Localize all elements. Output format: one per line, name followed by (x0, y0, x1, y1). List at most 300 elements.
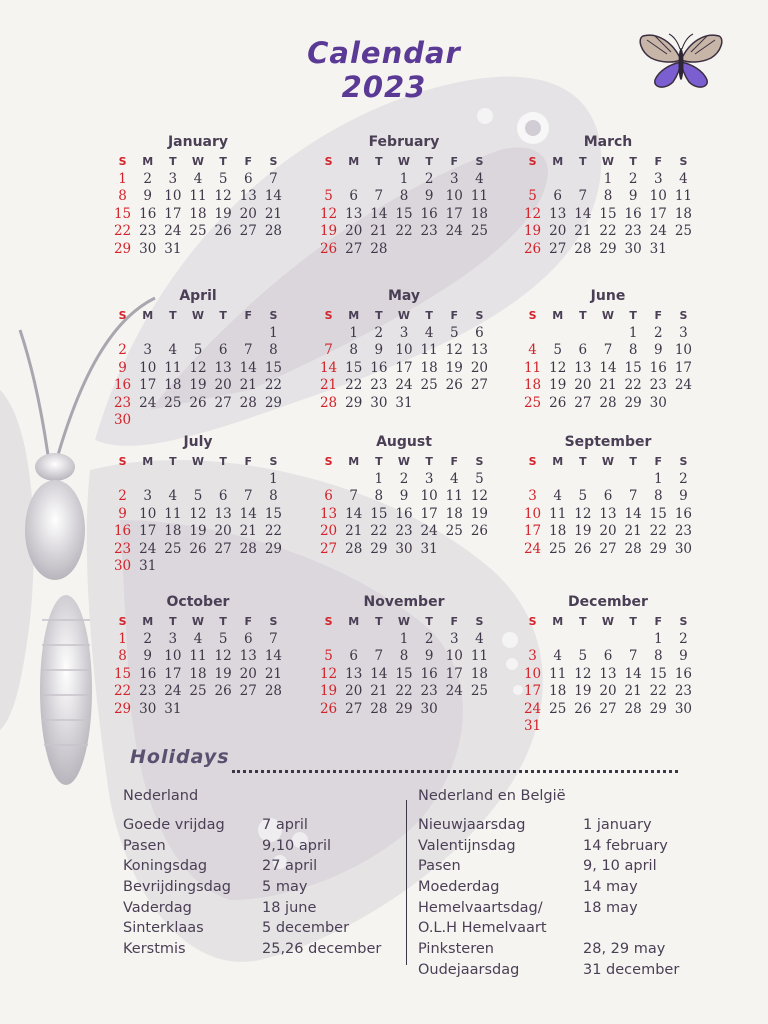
day-cell: 21 (345, 523, 363, 539)
week-row (520, 325, 696, 343)
day-cell: 30 (139, 700, 157, 717)
day-cell: 3 (528, 648, 537, 664)
weekday-label: W (191, 455, 205, 468)
day-cell: 22 (113, 683, 132, 699)
day-cell: 15 (113, 205, 132, 222)
day-cell: 24 (445, 683, 463, 699)
day-cell: 22 (264, 523, 282, 539)
day-cell: 21 (370, 683, 388, 699)
empty-cell (467, 241, 492, 259)
day-cell: 27 (214, 394, 232, 411)
day-cell: 11 (470, 648, 488, 664)
week-row (316, 488, 492, 506)
day-cell: 16 (113, 377, 132, 393)
weekday-label: F (244, 155, 253, 168)
day-cell: 20 (599, 683, 617, 699)
week-row (110, 488, 286, 506)
day-cell: 26 (470, 523, 488, 539)
day-cell: 26 (574, 700, 592, 717)
empty-cell (160, 325, 185, 343)
week-row (520, 631, 696, 649)
day-cell: 9 (118, 359, 127, 376)
day-cell: 7 (243, 342, 253, 358)
day-cell: 18 (164, 377, 182, 393)
holiday-name: Sinterklaas (123, 920, 204, 937)
holiday-row (418, 918, 679, 939)
day-cell: 23 (113, 540, 132, 557)
weekday-label: M (348, 615, 360, 628)
day-cell: 20 (574, 377, 592, 393)
day-cell: 13 (599, 665, 617, 682)
weekday-label: S (118, 155, 127, 168)
holiday-date: 5 december (262, 920, 350, 937)
empty-cell (316, 325, 341, 343)
week-row (520, 377, 696, 395)
day-cell: 21 (574, 223, 592, 239)
day-cell: 13 (549, 205, 567, 222)
month-name: December (568, 594, 648, 610)
weekday-label: T (579, 155, 587, 168)
week-row (316, 377, 492, 395)
day-cell: 17 (139, 523, 157, 539)
day-cell: 9 (143, 648, 152, 664)
day-cell: 9 (399, 488, 409, 504)
day-cell: 9 (653, 342, 663, 358)
empty-cell (442, 701, 467, 719)
empty-cell (211, 325, 236, 343)
month-april (110, 285, 286, 430)
holiday-date: 14 may (583, 879, 638, 896)
day-cell: 6 (578, 342, 588, 358)
day-cell: 25 (549, 540, 567, 557)
day-cell: 29 (649, 540, 667, 557)
weekday-label: F (654, 455, 663, 468)
day-cell: 9 (679, 648, 688, 664)
day-cell: 15 (113, 665, 132, 682)
weekday-header (110, 153, 286, 171)
day-cell: 14 (624, 505, 642, 522)
day-cell: 16 (624, 205, 642, 222)
day-cell: 8 (399, 648, 409, 664)
weekday-label: M (348, 155, 360, 168)
month-july (110, 431, 286, 576)
day-cell: 14 (599, 359, 617, 376)
weekday-label: T (375, 155, 383, 168)
day-cell: 14 (319, 359, 338, 376)
day-cell: 23 (370, 377, 388, 393)
day-cell: 2 (424, 170, 434, 187)
day-cell: 6 (553, 188, 562, 204)
weekday-label: S (118, 455, 127, 468)
weekday-label: W (397, 309, 411, 322)
holiday-row (418, 898, 679, 919)
day-cell: 2 (653, 324, 663, 341)
day-cell: 10 (164, 648, 182, 664)
day-cell: 14 (574, 205, 592, 222)
day-cell: 23 (420, 683, 438, 699)
weekday-label: S (324, 309, 333, 322)
day-cell: 17 (420, 505, 438, 522)
day-cell: 17 (445, 205, 463, 222)
day-cell: 20 (345, 223, 363, 239)
day-cell: 30 (370, 394, 388, 411)
weekday-label: T (219, 455, 227, 468)
empty-cell (417, 241, 442, 259)
day-cell: 16 (420, 205, 438, 222)
day-cell: 8 (118, 648, 127, 664)
week-row (110, 377, 286, 395)
weekday-label: S (475, 155, 484, 168)
weekday-label: S (528, 309, 537, 322)
day-cell: 23 (674, 523, 692, 539)
day-cell: 23 (139, 683, 157, 699)
holiday-date: 14 february (583, 837, 668, 854)
day-cell: 10 (523, 665, 542, 682)
empty-cell (185, 558, 210, 576)
day-cell: 22 (649, 683, 667, 699)
empty-cell (211, 701, 236, 719)
weekday-label: W (601, 615, 615, 628)
holiday-name: Vaderdag (123, 899, 192, 916)
weekday-label: M (142, 615, 154, 628)
empty-cell (595, 718, 620, 736)
day-cell: 18 (674, 205, 692, 222)
week-row (520, 666, 696, 684)
day-cell: 17 (523, 523, 542, 539)
day-cell: 11 (189, 648, 207, 664)
weekday-label: S (269, 155, 278, 168)
day-cell: 1 (399, 630, 409, 647)
day-cell: 17 (164, 205, 182, 222)
day-cell: 10 (649, 188, 667, 204)
empty-cell (545, 471, 570, 489)
day-cell: 1 (118, 630, 127, 647)
day-cell: 28 (345, 540, 363, 557)
holiday-row (418, 877, 679, 898)
day-cell: 14 (239, 505, 257, 522)
empty-cell (366, 171, 391, 189)
week-row (110, 241, 286, 259)
week-row (520, 488, 696, 506)
holiday-row (418, 815, 679, 836)
holiday-name: Pasen (418, 858, 461, 875)
weekday-label: T (579, 309, 587, 322)
weekday-label: T (169, 309, 177, 322)
day-cell: 24 (164, 683, 182, 699)
week-row (110, 395, 286, 413)
weekday-label: F (450, 309, 459, 322)
day-cell: 30 (420, 700, 438, 717)
holiday-name: Pinksteren (418, 941, 494, 958)
day-cell: 31 (420, 540, 438, 557)
month-name: April (179, 288, 217, 304)
day-cell: 9 (628, 188, 638, 204)
day-cell: 24 (523, 700, 542, 717)
day-cell: 12 (319, 205, 338, 222)
day-cell: 12 (214, 648, 232, 664)
month-december (520, 591, 696, 736)
day-cell: 29 (395, 700, 413, 717)
day-cell: 5 (218, 170, 228, 187)
day-cell: 17 (395, 359, 413, 376)
week-row (520, 471, 696, 489)
week-row (520, 701, 696, 719)
day-cell: 14 (370, 665, 388, 682)
day-cell: 19 (214, 205, 232, 222)
holiday-date: 7 april (262, 817, 308, 833)
day-cell: 13 (345, 205, 363, 222)
day-cell: 10 (445, 648, 463, 664)
day-cell: 17 (164, 665, 182, 682)
weekday-label: S (324, 155, 333, 168)
day-cell: 22 (599, 223, 617, 239)
day-cell: 13 (239, 648, 257, 664)
weekday-label: F (654, 155, 663, 168)
day-cell: 22 (370, 523, 388, 539)
day-cell: 21 (239, 523, 257, 539)
day-cell: 9 (143, 188, 152, 204)
weekday-label: S (475, 615, 484, 628)
week-row (520, 171, 696, 189)
week-row (520, 541, 696, 559)
week-row (110, 171, 286, 189)
week-row (316, 523, 492, 541)
empty-cell (135, 471, 160, 489)
day-cell: 6 (218, 342, 228, 358)
day-cell: 2 (628, 170, 638, 187)
holidays-left-heading: Nederland (123, 788, 199, 804)
day-cell: 1 (628, 324, 638, 341)
day-cell: 7 (603, 342, 613, 358)
day-cell: 31 (395, 394, 413, 411)
day-cell: 25 (674, 223, 692, 239)
day-cell: 18 (189, 665, 207, 682)
day-cell: 10 (139, 505, 157, 522)
month-may (316, 285, 492, 412)
day-cell: 29 (113, 700, 132, 717)
day-cell: 5 (193, 342, 203, 358)
day-cell: 28 (319, 394, 338, 411)
holiday-row (123, 877, 381, 898)
day-cell: 12 (574, 505, 592, 522)
empty-cell (316, 631, 341, 649)
day-cell: 16 (113, 523, 132, 539)
day-cell: 4 (168, 342, 178, 358)
day-cell: 15 (599, 205, 617, 222)
day-cell: 27 (599, 700, 617, 717)
day-cell: 6 (243, 630, 253, 647)
holidays-right-heading: Nederland en België (418, 788, 566, 804)
empty-cell (316, 171, 341, 189)
day-cell: 4 (449, 470, 459, 487)
day-cell: 12 (523, 205, 542, 222)
week-row (520, 188, 696, 206)
title-calendar: Calendar (307, 36, 461, 70)
weekday-label: F (244, 455, 253, 468)
day-cell: 18 (549, 683, 567, 699)
weekday-header (520, 307, 696, 325)
day-cell: 3 (528, 488, 537, 504)
day-cell: 19 (319, 223, 338, 239)
weekday-label: M (142, 309, 154, 322)
day-cell: 9 (118, 505, 127, 522)
holiday-date: 1 january (583, 817, 652, 833)
empty-cell (671, 718, 696, 736)
day-cell: 22 (395, 223, 413, 239)
day-cell: 26 (549, 394, 567, 411)
empty-cell (467, 395, 492, 413)
empty-cell (341, 471, 366, 489)
empty-cell (621, 471, 646, 489)
day-cell: 30 (674, 540, 692, 557)
weekday-label: W (601, 455, 615, 468)
empty-cell (442, 395, 467, 413)
week-row (520, 523, 696, 541)
day-cell: 15 (395, 205, 413, 222)
day-cell: 5 (528, 188, 537, 204)
day-cell: 26 (319, 240, 338, 257)
week-row (316, 171, 492, 189)
day-cell: 27 (549, 240, 567, 257)
day-cell: 30 (395, 540, 413, 557)
holiday-row (123, 898, 381, 919)
day-cell: 4 (193, 630, 203, 647)
day-cell: 29 (649, 700, 667, 717)
empty-cell (366, 631, 391, 649)
day-cell: 16 (139, 205, 157, 222)
day-cell: 20 (214, 523, 232, 539)
day-cell: 18 (420, 359, 438, 376)
day-cell: 22 (345, 377, 363, 393)
weekday-label: W (191, 615, 205, 628)
day-cell: 19 (549, 377, 567, 393)
day-cell: 12 (189, 359, 207, 376)
empty-cell (160, 471, 185, 489)
day-cell: 22 (113, 223, 132, 239)
empty-cell (467, 541, 492, 559)
empty-cell (110, 325, 135, 343)
day-cell: 26 (214, 683, 232, 699)
day-cell: 13 (599, 505, 617, 522)
weekday-label: S (679, 155, 688, 168)
holidays-right-list (418, 815, 679, 981)
day-cell: 27 (470, 377, 488, 393)
day-cell: 19 (214, 665, 232, 682)
day-cell: 6 (243, 170, 253, 187)
weekday-label: S (324, 455, 333, 468)
day-cell: 25 (445, 523, 463, 539)
weekday-label: T (169, 615, 177, 628)
month-name: May (387, 288, 421, 304)
day-cell: 17 (674, 359, 692, 376)
day-cell: 24 (445, 223, 463, 239)
day-cell: 7 (374, 648, 384, 664)
day-cell: 2 (118, 342, 127, 358)
day-cell: 22 (264, 377, 282, 393)
week-row (316, 360, 492, 378)
holidays-left-list (123, 815, 381, 960)
day-cell: 12 (189, 505, 207, 522)
holiday-name: Valentijnsdag (418, 837, 516, 854)
day-cell: 21 (624, 523, 642, 539)
holiday-row (418, 939, 679, 960)
day-cell: 24 (164, 223, 182, 239)
day-cell: 4 (168, 488, 178, 504)
week-row (316, 506, 492, 524)
weekday-label: T (579, 455, 587, 468)
day-cell: 12 (319, 665, 338, 682)
day-cell: 4 (553, 648, 562, 664)
day-cell: 2 (679, 470, 688, 487)
empty-cell (545, 171, 570, 189)
day-cell: 8 (653, 488, 663, 504)
day-cell: 23 (624, 223, 642, 239)
day-cell: 24 (139, 394, 157, 411)
month-november (316, 591, 492, 718)
empty-cell (520, 171, 545, 189)
day-cell: 11 (164, 505, 182, 522)
day-cell: 23 (649, 377, 667, 393)
week-row (520, 648, 696, 666)
weekday-label: T (375, 455, 383, 468)
day-cell: 24 (139, 540, 157, 557)
day-cell: 9 (424, 188, 434, 204)
day-cell: 13 (345, 665, 363, 682)
day-cell: 3 (399, 324, 409, 341)
weekday-label: F (244, 615, 253, 628)
month-march (520, 131, 696, 258)
day-cell: 4 (193, 170, 203, 187)
day-cell: 29 (370, 540, 388, 557)
day-cell: 18 (445, 505, 463, 522)
day-cell: 16 (420, 665, 438, 682)
day-cell: 26 (445, 377, 463, 393)
day-cell: 12 (470, 488, 488, 504)
empty-cell (236, 471, 261, 489)
holiday-date: 25,26 december (262, 941, 382, 958)
empty-cell (160, 558, 185, 576)
day-cell: 16 (674, 665, 692, 682)
day-cell: 10 (139, 359, 157, 376)
day-cell: 29 (113, 240, 132, 257)
day-cell: 13 (239, 188, 257, 204)
empty-cell (185, 325, 210, 343)
day-cell: 17 (445, 665, 463, 682)
day-cell: 31 (139, 558, 157, 574)
day-cell: 10 (420, 488, 438, 504)
empty-cell (261, 558, 286, 576)
day-cell: 31 (164, 240, 182, 257)
weekday-label: T (375, 309, 383, 322)
empty-cell (236, 241, 261, 259)
holiday-date: 27 april (262, 858, 318, 875)
day-cell: 8 (269, 488, 278, 504)
day-cell: 2 (679, 630, 688, 647)
day-cell: 14 (370, 205, 388, 222)
month-name: March (583, 134, 633, 150)
day-cell: 11 (523, 359, 542, 376)
weekday-header (110, 613, 286, 631)
week-row (110, 412, 286, 430)
day-cell: 1 (269, 470, 278, 487)
day-cell: 14 (345, 505, 363, 522)
day-cell: 5 (578, 648, 588, 664)
day-cell: 25 (189, 683, 207, 699)
weekday-label: W (397, 455, 411, 468)
empty-cell (236, 558, 261, 576)
day-cell: 13 (214, 505, 232, 522)
empty-cell (520, 325, 545, 343)
